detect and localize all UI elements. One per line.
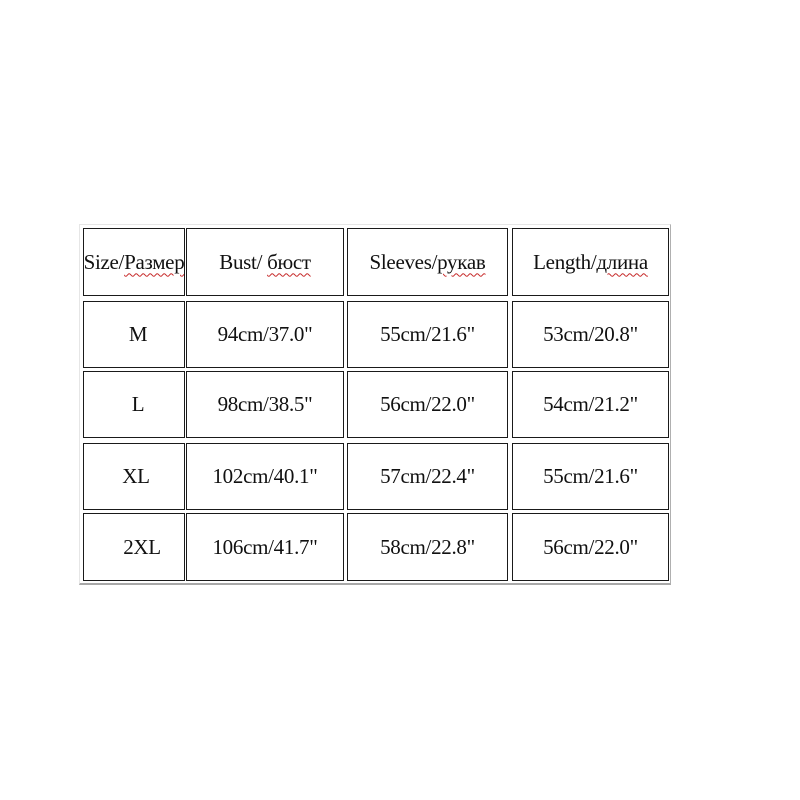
header-sleeves-ru: рукав xyxy=(437,249,486,274)
table-cell-length xyxy=(512,301,669,368)
header-bust xyxy=(186,228,344,296)
table-cell-size xyxy=(83,301,185,368)
table-cell-length xyxy=(512,513,669,581)
table-cell-sleeves xyxy=(347,513,508,581)
header-size-ru: Размер xyxy=(124,249,185,274)
table-cell-sleeves xyxy=(347,371,508,438)
header-sleeves-en: Sleeves/ xyxy=(369,249,438,274)
table-cell-bust xyxy=(186,443,344,510)
length-value: 56cm/22.0" xyxy=(543,534,638,559)
header-length-en: Length/ xyxy=(533,249,597,274)
header-sleeves xyxy=(347,228,508,296)
table-cell-bust xyxy=(186,371,344,438)
size-value: 2XL xyxy=(123,534,161,559)
table-cell-size xyxy=(83,513,185,581)
sleeves-value: 55cm/21.6" xyxy=(380,322,475,346)
length-value: 54cm/21.2" xyxy=(543,392,638,416)
bust-value: 106cm/41.7" xyxy=(212,534,318,559)
table-cell-sleeves xyxy=(347,301,508,368)
table-cell-size xyxy=(83,443,185,510)
header-sleeves-label xyxy=(370,250,486,275)
size-chart-table xyxy=(79,224,671,585)
size-value: M xyxy=(128,322,148,346)
table-cell-sleeves xyxy=(347,443,508,510)
header-size xyxy=(83,228,185,296)
bust-value: 94cm/37.0" xyxy=(217,322,313,346)
header-bust-en: Bust/ xyxy=(219,249,268,274)
header-size-label xyxy=(84,250,185,275)
header-bust-label xyxy=(219,250,310,275)
size-value: XL xyxy=(122,464,150,488)
bust-value: 102cm/40.1" xyxy=(212,464,318,488)
table-cell-size xyxy=(83,371,185,438)
header-bust-ru: бюст xyxy=(267,249,311,274)
length-value: 53cm/20.8" xyxy=(543,322,638,346)
sleeves-value: 57cm/22.4" xyxy=(380,464,475,488)
header-length xyxy=(512,228,669,296)
sleeves-value: 58cm/22.8" xyxy=(380,534,475,559)
size-value: L xyxy=(131,392,145,416)
sleeves-value: 56cm/22.0" xyxy=(380,392,475,416)
table-cell-length xyxy=(512,371,669,438)
table-cell-length xyxy=(512,443,669,510)
header-length-ru: длина xyxy=(596,249,648,274)
header-size-en: Size/ xyxy=(83,249,125,274)
header-length-label xyxy=(533,250,648,275)
table-cell-bust xyxy=(186,301,344,368)
length-value: 55cm/21.6" xyxy=(543,464,638,488)
table-cell-bust xyxy=(186,513,344,581)
bust-value: 98cm/38.5" xyxy=(217,392,313,416)
